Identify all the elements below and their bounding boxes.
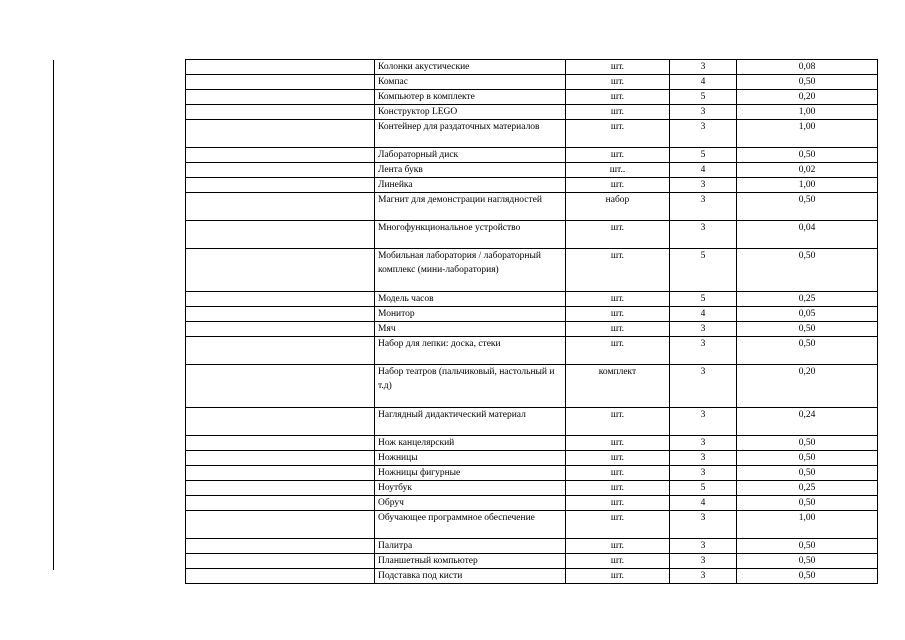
unit-cell: шт.: [566, 436, 670, 451]
count-cell: 3: [670, 365, 737, 408]
empty-cell: [186, 75, 375, 90]
page-margin-line: [53, 60, 54, 570]
table-row: [186, 249, 878, 292]
value-cell: 0,50: [737, 569, 878, 584]
table-row: [186, 60, 878, 75]
empty-cell: [186, 365, 375, 408]
item-name-cell: Магнит для демонстрации наглядностей: [375, 193, 566, 221]
table-row: [186, 221, 878, 249]
unit-cell: шт.: [566, 105, 670, 120]
unit-cell: шт.: [566, 60, 670, 75]
unit-cell: шт.: [566, 451, 670, 466]
empty-cell: [186, 221, 375, 249]
item-name-cell: Палитра: [375, 539, 566, 554]
item-name-cell: Ножницы фигурные: [375, 466, 566, 481]
unit-cell: комплект: [566, 365, 670, 408]
value-cell: 0,50: [737, 466, 878, 481]
unit-cell: шт.: [566, 307, 670, 322]
value-cell: 0,50: [737, 496, 878, 511]
count-cell: 5: [670, 249, 737, 292]
table-row: [186, 408, 878, 436]
item-name-cell: Мобильная лаборатория / лабораторный комплекс (мини-лаборатория): [375, 249, 566, 292]
item-name-cell: Конструктор LEGO: [375, 105, 566, 120]
empty-cell: [186, 193, 375, 221]
count-cell: 3: [670, 539, 737, 554]
empty-cell: [186, 436, 375, 451]
inventory-table: [185, 59, 878, 584]
unit-cell: шт.: [566, 539, 670, 554]
empty-cell: [186, 337, 375, 365]
table-row: [186, 148, 878, 163]
table-row: [186, 292, 878, 307]
item-name-cell: Обруч: [375, 496, 566, 511]
count-cell: 5: [670, 481, 737, 496]
count-cell: 3: [670, 451, 737, 466]
table-row: [186, 322, 878, 337]
table-row: [186, 307, 878, 322]
empty-cell: [186, 163, 375, 178]
table-row: [186, 451, 878, 466]
unit-cell: шт.: [566, 554, 670, 569]
item-name-cell: Многофункциональное устройство: [375, 221, 566, 249]
table-row: [186, 365, 878, 408]
item-name-cell: Набор театров (пальчиковый, настольный и т.д): [375, 365, 566, 408]
empty-cell: [186, 249, 375, 292]
empty-cell: [186, 292, 375, 307]
empty-cell: [186, 322, 375, 337]
inventory-table-body: [186, 60, 878, 584]
item-name-cell: Наглядный дидактический материал: [375, 408, 566, 436]
empty-cell: [186, 539, 375, 554]
item-name-cell: Компьютер в комплекте: [375, 90, 566, 105]
count-cell: 3: [670, 554, 737, 569]
value-cell: 0,20: [737, 90, 878, 105]
item-name-cell: Линейка: [375, 178, 566, 193]
table-row: [186, 539, 878, 554]
item-name-cell: Обучающее программное обеспечение: [375, 511, 566, 539]
value-cell: 0,50: [737, 322, 878, 337]
unit-cell: шт.: [566, 511, 670, 539]
count-cell: 3: [670, 466, 737, 481]
empty-cell: [186, 105, 375, 120]
empty-cell: [186, 178, 375, 193]
item-name-cell: Лабораторный диск: [375, 148, 566, 163]
empty-cell: [186, 511, 375, 539]
table-row: [186, 481, 878, 496]
item-name-cell: Мяч: [375, 322, 566, 337]
value-cell: 0,05: [737, 307, 878, 322]
value-cell: 0,25: [737, 292, 878, 307]
empty-cell: [186, 569, 375, 584]
unit-cell: шт.: [566, 496, 670, 511]
unit-cell: шт.: [566, 178, 670, 193]
item-name-cell: Ножницы: [375, 451, 566, 466]
empty-cell: [186, 120, 375, 148]
table-row: [186, 436, 878, 451]
count-cell: 3: [670, 178, 737, 193]
value-cell: 0,50: [737, 337, 878, 365]
table-row: [186, 511, 878, 539]
count-cell: 3: [670, 120, 737, 148]
count-cell: 3: [670, 337, 737, 365]
table-row: [186, 569, 878, 584]
count-cell: 3: [670, 511, 737, 539]
value-cell: 0,50: [737, 436, 878, 451]
value-cell: 0,50: [737, 539, 878, 554]
table-row: [186, 163, 878, 178]
value-cell: 0,04: [737, 221, 878, 249]
empty-cell: [186, 90, 375, 105]
value-cell: 1,00: [737, 105, 878, 120]
table-row: [186, 466, 878, 481]
value-cell: 1,00: [737, 178, 878, 193]
value-cell: 1,00: [737, 120, 878, 148]
count-cell: 3: [670, 408, 737, 436]
empty-cell: [186, 466, 375, 481]
item-name-cell: Модель часов: [375, 292, 566, 307]
count-cell: 3: [670, 322, 737, 337]
unit-cell: шт.: [566, 292, 670, 307]
item-name-cell: Планшетный компьютер: [375, 554, 566, 569]
empty-cell: [186, 496, 375, 511]
table-row: [186, 178, 878, 193]
empty-cell: [186, 307, 375, 322]
empty-cell: [186, 451, 375, 466]
count-cell: 3: [670, 569, 737, 584]
empty-cell: [186, 60, 375, 75]
count-cell: 4: [670, 496, 737, 511]
unit-cell: шт.: [566, 120, 670, 148]
item-name-cell: Монитор: [375, 307, 566, 322]
item-name-cell: Нож канцелярский: [375, 436, 566, 451]
item-name-cell: Набор для лепки: доска, стеки: [375, 337, 566, 365]
table-row: [186, 105, 878, 120]
value-cell: 0,50: [737, 193, 878, 221]
value-cell: 0,50: [737, 75, 878, 90]
unit-cell: шт.: [566, 337, 670, 365]
value-cell: 0,25: [737, 481, 878, 496]
unit-cell: шт.: [566, 466, 670, 481]
table-row: [186, 337, 878, 365]
value-cell: 1,00: [737, 511, 878, 539]
item-name-cell: Колонки акустические: [375, 60, 566, 75]
unit-cell: шт.: [566, 481, 670, 496]
unit-cell: набор: [566, 193, 670, 221]
table-row: [186, 193, 878, 221]
unit-cell: шт.: [566, 408, 670, 436]
value-cell: 0,50: [737, 249, 878, 292]
empty-cell: [186, 554, 375, 569]
item-name-cell: Лента букв: [375, 163, 566, 178]
table-row: [186, 90, 878, 105]
empty-cell: [186, 408, 375, 436]
unit-cell: шт.: [566, 221, 670, 249]
empty-cell: [186, 481, 375, 496]
count-cell: 4: [670, 75, 737, 90]
count-cell: 3: [670, 221, 737, 249]
unit-cell: шт.: [566, 90, 670, 105]
count-cell: 3: [670, 105, 737, 120]
table-row: [186, 496, 878, 511]
value-cell: 0,20: [737, 365, 878, 408]
unit-cell: шт.: [566, 148, 670, 163]
item-name-cell: Контейнер для раздаточных материалов: [375, 120, 566, 148]
item-name-cell: Компас: [375, 75, 566, 90]
table-row: [186, 75, 878, 90]
empty-cell: [186, 148, 375, 163]
count-cell: 3: [670, 193, 737, 221]
value-cell: 0,50: [737, 451, 878, 466]
unit-cell: шт.: [566, 75, 670, 90]
count-cell: 3: [670, 60, 737, 75]
item-name-cell: Ноутбук: [375, 481, 566, 496]
value-cell: 0,24: [737, 408, 878, 436]
unit-cell: шт.: [566, 322, 670, 337]
value-cell: 0,50: [737, 554, 878, 569]
unit-cell: шт.: [566, 569, 670, 584]
count-cell: 5: [670, 90, 737, 105]
count-cell: 4: [670, 307, 737, 322]
table-row: [186, 554, 878, 569]
count-cell: 4: [670, 163, 737, 178]
item-name-cell: Подставка под кисти: [375, 569, 566, 584]
count-cell: 5: [670, 148, 737, 163]
value-cell: 0,50: [737, 148, 878, 163]
value-cell: 0,02: [737, 163, 878, 178]
table-row: [186, 120, 878, 148]
unit-cell: шт.: [566, 249, 670, 292]
count-cell: 3: [670, 436, 737, 451]
unit-cell: шт..: [566, 163, 670, 178]
count-cell: 5: [670, 292, 737, 307]
value-cell: 0,08: [737, 60, 878, 75]
